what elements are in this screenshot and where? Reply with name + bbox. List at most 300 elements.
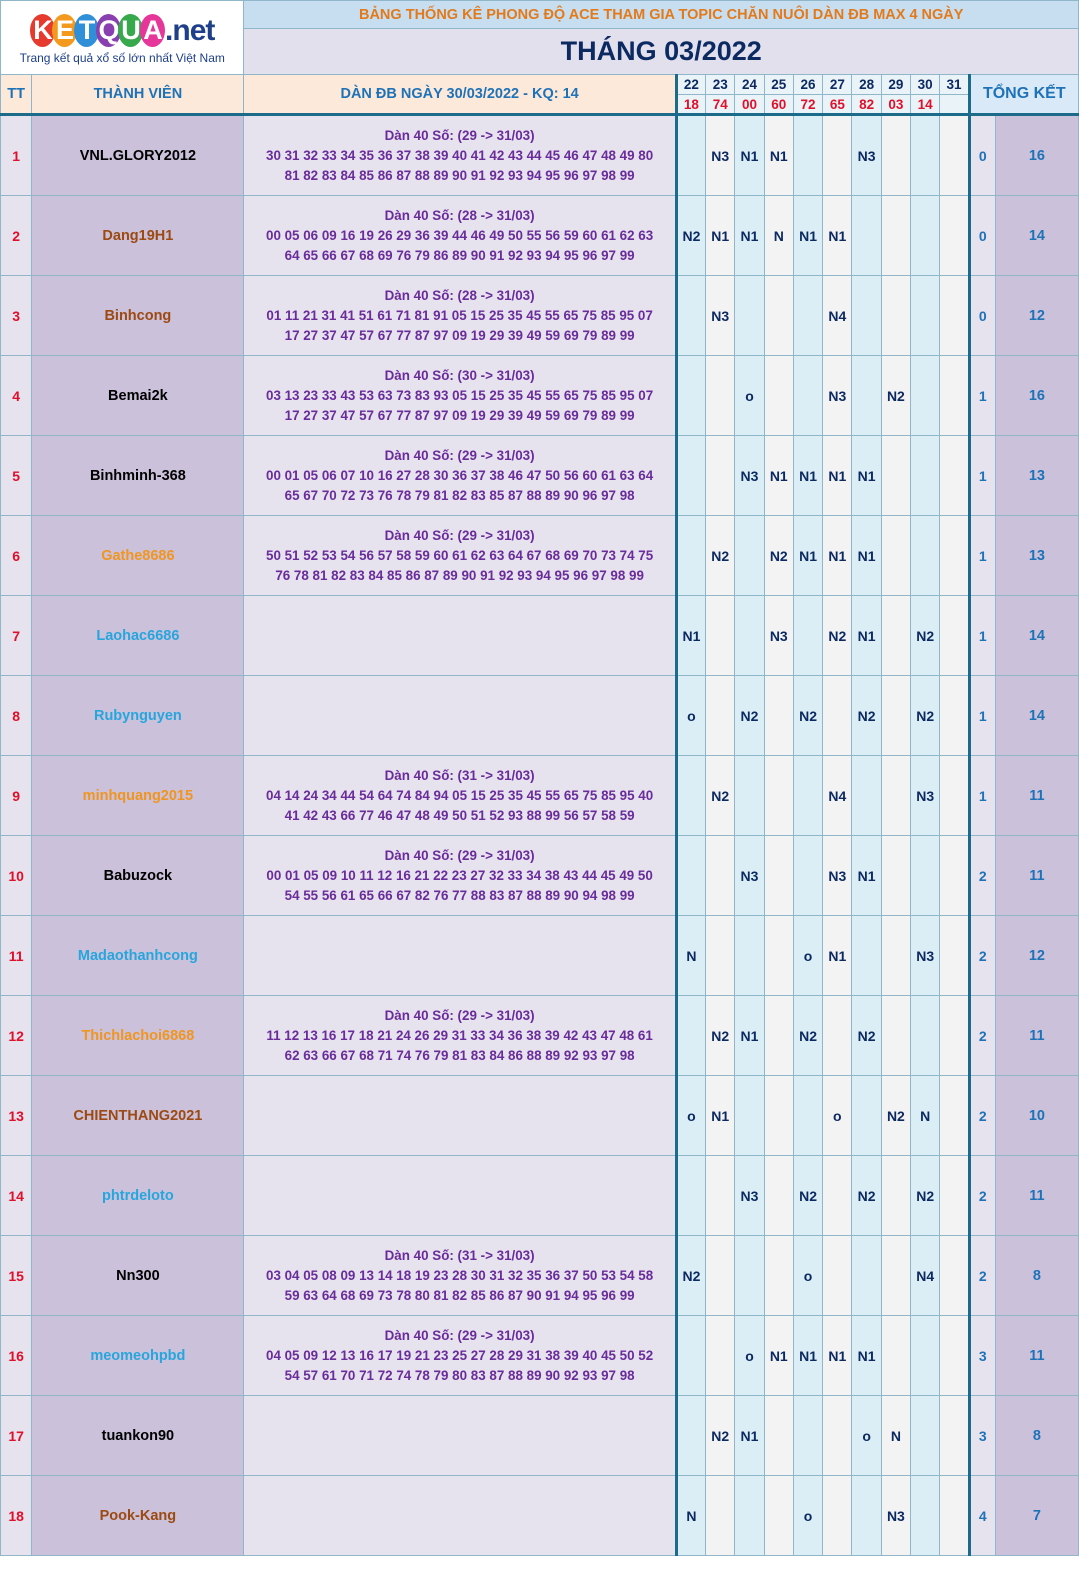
day-mark [881, 1316, 910, 1396]
day-mark [764, 676, 793, 756]
header-result: 00 [735, 95, 764, 115]
day-mark [940, 196, 969, 276]
total-score: 11 [995, 1156, 1078, 1236]
header-day: 24 [735, 75, 764, 95]
day-mark: N1 [823, 1316, 852, 1396]
day-mark: N [764, 196, 793, 276]
row-number: 7 [1, 596, 32, 676]
dan-cell [244, 1156, 676, 1236]
hit-count: 2 [969, 916, 995, 996]
total-score: 13 [995, 516, 1078, 596]
header-result [940, 95, 969, 115]
day-mark: N2 [764, 516, 793, 596]
day-mark [940, 516, 969, 596]
day-mark: N1 [823, 516, 852, 596]
day-mark: N1 [852, 436, 881, 516]
dan-line1: 11 12 13 16 17 18 21 24 26 29 31 33 34 36 38 39 42 43 47 48 61 [266, 1027, 653, 1043]
row-number: 13 [1, 1076, 32, 1156]
day-mark [793, 1396, 822, 1476]
dan-title: Dàn 40 Số: (28 -> 31/03) [384, 207, 535, 223]
day-mark: N3 [735, 436, 764, 516]
dan-line1: 00 01 05 09 10 11 12 16 21 22 23 27 32 33 34 38 43 44 45 49 50 [266, 867, 653, 883]
day-mark [881, 676, 910, 756]
day-mark [852, 276, 881, 356]
day-mark [823, 1236, 852, 1316]
dan-cell [244, 276, 676, 356]
dan-cell [244, 516, 676, 596]
day-mark [823, 1476, 852, 1556]
day-mark [940, 1316, 969, 1396]
dan-line1: 03 13 23 33 43 53 63 73 83 93 05 15 25 35 45 55 65 75 85 95 07 [266, 387, 654, 403]
day-mark [676, 276, 705, 356]
day-mark: N3 [911, 756, 940, 836]
day-mark [940, 1476, 969, 1556]
day-mark: o [823, 1076, 852, 1156]
day-mark: N [676, 916, 705, 996]
day-mark: N4 [911, 1236, 940, 1316]
hit-count: 3 [969, 1316, 995, 1396]
dan-title: Dàn 40 Số: (30 -> 31/03) [384, 367, 535, 383]
header-result: 74 [706, 95, 735, 115]
table-row [1, 1076, 1079, 1156]
day-mark [793, 356, 822, 436]
day-mark [676, 356, 705, 436]
day-mark: N2 [706, 1396, 735, 1476]
row-number: 12 [1, 996, 32, 1076]
day-mark: N [881, 1396, 910, 1476]
day-mark [764, 1396, 793, 1476]
day-mark: o [676, 1076, 705, 1156]
table-banner: BẢNG THỐNG KÊ PHONG ĐỘ ACE THAM GIA TOPIC CHĂN NUÔI DÀN ĐB MAX 4 NGÀY [244, 1, 1079, 29]
hit-count: 1 [969, 516, 995, 596]
day-mark [881, 1236, 910, 1316]
day-mark: N2 [706, 516, 735, 596]
day-mark: N2 [911, 1156, 940, 1236]
total-score: 14 [995, 676, 1078, 756]
dan-line2: 54 57 61 70 71 72 74 78 79 80 83 87 88 89 90 92 93 97 98 [284, 1367, 635, 1383]
day-mark: N1 [852, 516, 881, 596]
member-name: Nn300 [32, 1236, 244, 1316]
day-mark [940, 676, 969, 756]
day-mark: o [735, 1316, 764, 1396]
day-mark: N1 [852, 596, 881, 676]
day-mark [764, 356, 793, 436]
header-day: 27 [823, 75, 852, 95]
day-mark: N1 [823, 196, 852, 276]
header-tt: TT [1, 75, 32, 115]
day-mark: N2 [676, 196, 705, 276]
header-day: 30 [911, 75, 940, 95]
member-name: Thichlachoi6868 [32, 996, 244, 1076]
logo-tagline: Trang kết quả xổ số lớn nhất Việt Nam [19, 50, 225, 65]
table-row [1, 596, 1079, 676]
table-row [1, 676, 1079, 756]
dan-title: Dàn 40 Số: (31 -> 31/03) [384, 1247, 535, 1263]
day-mark [852, 756, 881, 836]
day-mark [881, 596, 910, 676]
day-mark [676, 436, 705, 516]
day-mark: N3 [823, 836, 852, 916]
dan-cell [244, 756, 676, 836]
day-mark: N2 [793, 676, 822, 756]
day-mark: N2 [881, 1076, 910, 1156]
table-row [1, 1316, 1079, 1396]
table-row [1, 356, 1079, 436]
dan-cell [244, 356, 676, 436]
day-mark: o [735, 356, 764, 436]
day-mark: N1 [764, 115, 793, 196]
day-mark [881, 996, 910, 1076]
day-mark: N1 [735, 196, 764, 276]
day-mark [706, 1316, 735, 1396]
logo-letter: Q [96, 14, 121, 47]
day-mark [940, 276, 969, 356]
row-number: 10 [1, 836, 32, 916]
dan-line1: 03 04 05 08 09 13 14 18 19 23 28 30 31 32 35 36 37 50 53 54 58 [266, 1267, 654, 1283]
day-mark [764, 756, 793, 836]
day-mark: N [676, 1476, 705, 1556]
total-score: 16 [995, 115, 1078, 196]
day-mark: o [793, 1476, 822, 1556]
day-mark [764, 1076, 793, 1156]
dan-line1: 50 51 52 53 54 56 57 58 59 60 61 62 63 64 67 68 69 70 73 74 75 [266, 547, 654, 563]
dan-cell [244, 996, 676, 1076]
day-mark: N2 [881, 356, 910, 436]
day-mark: N1 [793, 196, 822, 276]
logo-wordmark [1, 10, 243, 48]
day-mark [852, 196, 881, 276]
table-row [1, 115, 1079, 196]
day-mark: N1 [676, 596, 705, 676]
day-mark: N1 [823, 436, 852, 516]
day-mark [940, 756, 969, 836]
dan-line2: 54 55 56 61 65 66 67 82 76 77 88 83 87 88 89 90 94 98 99 [284, 887, 635, 903]
total-score: 7 [995, 1476, 1078, 1556]
day-mark [823, 1156, 852, 1236]
dan-title: Dàn 40 Số: (29 -> 31/03) [384, 1327, 535, 1343]
hit-count: 2 [969, 1156, 995, 1236]
total-score: 8 [995, 1396, 1078, 1476]
dan-cell [244, 1316, 676, 1396]
day-mark [764, 996, 793, 1076]
day-mark [940, 996, 969, 1076]
day-mark: N3 [706, 115, 735, 196]
day-mark [735, 756, 764, 836]
day-mark [676, 115, 705, 196]
day-mark [940, 1156, 969, 1236]
header-total: TỔNG KẾT [969, 75, 1078, 115]
day-mark: N1 [793, 516, 822, 596]
day-mark: N2 [911, 676, 940, 756]
day-mark: N2 [852, 676, 881, 756]
day-mark: N1 [735, 115, 764, 196]
header-day: 29 [881, 75, 910, 95]
day-mark: N2 [706, 756, 735, 836]
hit-count: 2 [969, 1236, 995, 1316]
day-mark [881, 756, 910, 836]
hit-count: 0 [969, 196, 995, 276]
day-mark: N3 [852, 115, 881, 196]
day-mark: N1 [706, 196, 735, 276]
row-number: 1 [1, 115, 32, 196]
table-row [1, 516, 1079, 596]
day-mark [911, 1476, 940, 1556]
day-mark: N3 [881, 1476, 910, 1556]
table-row [1, 996, 1079, 1076]
day-mark: N [911, 1076, 940, 1156]
day-mark [911, 1396, 940, 1476]
logo-letter: A [140, 14, 165, 47]
day-mark [793, 115, 822, 196]
hit-count: 4 [969, 1476, 995, 1556]
day-mark: N4 [823, 276, 852, 356]
total-score: 11 [995, 836, 1078, 916]
day-mark: N2 [911, 596, 940, 676]
dan-title: Dàn 40 Số: (29 -> 31/03) [384, 1007, 535, 1023]
header-result: 18 [676, 95, 705, 115]
day-mark: o [852, 1396, 881, 1476]
day-mark [823, 115, 852, 196]
member-name: Binhcong [32, 276, 244, 356]
day-mark [706, 356, 735, 436]
day-mark: N3 [735, 1156, 764, 1236]
day-mark [793, 596, 822, 676]
total-score: 11 [995, 756, 1078, 836]
dan-cell [244, 196, 676, 276]
day-mark: N2 [793, 1156, 822, 1236]
table-row [1, 1396, 1079, 1476]
member-name: tuankon90 [32, 1396, 244, 1476]
row-number: 15 [1, 1236, 32, 1316]
header-day: 23 [706, 75, 735, 95]
day-mark: N2 [823, 596, 852, 676]
day-mark [735, 1236, 764, 1316]
header-day: 31 [940, 75, 969, 95]
day-mark [706, 676, 735, 756]
member-name: VNL.GLORY2012 [32, 115, 244, 196]
dan-cell [244, 1076, 676, 1156]
day-mark [706, 1236, 735, 1316]
dan-line1: 01 11 21 31 41 51 61 71 81 91 05 15 25 35 45 55 65 75 85 95 07 [266, 307, 653, 323]
total-score: 14 [995, 196, 1078, 276]
member-name: Dang19H1 [32, 196, 244, 276]
day-mark [940, 596, 969, 676]
day-mark: N4 [823, 756, 852, 836]
dan-line2: 65 67 70 72 73 76 78 79 81 82 83 85 87 88 89 90 96 97 98 [284, 487, 635, 503]
table-row [1, 1476, 1079, 1556]
day-mark [881, 196, 910, 276]
day-mark [823, 676, 852, 756]
dan-title: Dàn 40 Số: (28 -> 31/03) [384, 287, 535, 303]
hit-count: 1 [969, 596, 995, 676]
day-mark [852, 1076, 881, 1156]
logo-letter: E [52, 14, 77, 47]
dan-cell [244, 1236, 676, 1316]
day-mark [881, 516, 910, 596]
logo-letter: T [74, 14, 99, 47]
row-number: 11 [1, 916, 32, 996]
day-mark [676, 756, 705, 836]
dan-cell [244, 916, 676, 996]
table-row [1, 1156, 1079, 1236]
day-mark: N1 [793, 1316, 822, 1396]
day-mark: N3 [823, 356, 852, 436]
hit-count: 0 [969, 115, 995, 196]
total-score: 13 [995, 436, 1078, 516]
day-mark [881, 1156, 910, 1236]
day-mark [706, 436, 735, 516]
day-mark [881, 436, 910, 516]
member-name: minhquang2015 [32, 756, 244, 836]
row-number: 14 [1, 1156, 32, 1236]
day-mark: N1 [706, 1076, 735, 1156]
member-name: Binhminh-368 [32, 436, 244, 516]
member-name: Pook-Kang [32, 1476, 244, 1556]
day-mark [940, 1236, 969, 1316]
day-mark [676, 836, 705, 916]
hit-count: 1 [969, 676, 995, 756]
day-mark: N3 [911, 916, 940, 996]
total-score: 16 [995, 356, 1078, 436]
day-mark [735, 596, 764, 676]
total-score: 10 [995, 1076, 1078, 1156]
day-mark [852, 1236, 881, 1316]
dan-line1: 04 05 09 12 13 16 17 19 21 23 25 27 28 29 31 38 39 40 45 50 52 [266, 1347, 654, 1363]
day-mark [911, 516, 940, 596]
header-result: 82 [852, 95, 881, 115]
day-mark [676, 1316, 705, 1396]
day-mark: o [793, 1236, 822, 1316]
hit-count: 2 [969, 1076, 995, 1156]
day-mark [793, 1076, 822, 1156]
total-score: 11 [995, 1316, 1078, 1396]
day-mark [735, 1076, 764, 1156]
day-mark [676, 1156, 705, 1236]
row-number: 17 [1, 1396, 32, 1476]
member-name: Bemai2k [32, 356, 244, 436]
table-row [1, 916, 1079, 996]
row-number: 8 [1, 676, 32, 756]
day-mark [823, 996, 852, 1076]
day-mark [852, 1476, 881, 1556]
dan-line1: 00 01 05 06 07 10 16 27 28 30 36 37 38 46 47 50 56 60 61 63 64 [266, 467, 654, 483]
day-mark: N1 [823, 916, 852, 996]
dan-cell [244, 1396, 676, 1476]
row-number: 6 [1, 516, 32, 596]
day-mark [764, 1156, 793, 1236]
row-number: 5 [1, 436, 32, 516]
member-name: Rubynguyen [32, 676, 244, 756]
day-mark [706, 836, 735, 916]
day-mark [881, 115, 910, 196]
table-row [1, 196, 1079, 276]
table-row [1, 436, 1079, 516]
dan-line1: 04 14 24 34 44 54 64 74 84 94 05 15 25 35 45 55 65 75 85 95 40 [266, 787, 654, 803]
day-mark: o [793, 916, 822, 996]
dan-title: Dàn 40 Số: (29 -> 31/03) [384, 127, 535, 143]
member-name: Laohac6686 [32, 596, 244, 676]
day-mark [881, 276, 910, 356]
day-mark [940, 1076, 969, 1156]
day-mark [940, 436, 969, 516]
member-name: CHIENTHANG2021 [32, 1076, 244, 1156]
header-day: 22 [676, 75, 705, 95]
header-result: 60 [764, 95, 793, 115]
day-mark [764, 836, 793, 916]
dan-line2: 41 42 43 66 77 46 47 48 49 50 51 52 93 88 99 56 57 58 59 [284, 807, 635, 823]
table-row [1, 756, 1079, 836]
day-mark [823, 1396, 852, 1476]
row-number: 4 [1, 356, 32, 436]
day-mark: o [676, 676, 705, 756]
day-mark [676, 516, 705, 596]
dan-title: Dàn 40 Số: (29 -> 31/03) [384, 847, 535, 863]
dan-line2: 17 27 37 47 57 67 77 87 97 09 19 29 39 49 59 69 79 89 99 [284, 327, 635, 343]
total-score: 12 [995, 916, 1078, 996]
hit-count: 1 [969, 436, 995, 516]
row-number: 9 [1, 756, 32, 836]
day-mark: N2 [852, 996, 881, 1076]
header-result: 72 [793, 95, 822, 115]
day-mark [940, 1396, 969, 1476]
hit-count: 0 [969, 276, 995, 356]
member-name: phtrdeloto [32, 1156, 244, 1236]
header-day: 28 [852, 75, 881, 95]
day-mark [764, 916, 793, 996]
dan-title: Dàn 40 Số: (29 -> 31/03) [384, 447, 535, 463]
member-name: Gathe8686 [32, 516, 244, 596]
day-mark: N2 [793, 996, 822, 1076]
day-mark [764, 1236, 793, 1316]
month-title: THÁNG 03/2022 [244, 29, 1079, 75]
total-score: 11 [995, 996, 1078, 1076]
day-mark: N1 [735, 1396, 764, 1476]
day-mark [881, 916, 910, 996]
day-mark [735, 916, 764, 996]
day-mark: N1 [852, 836, 881, 916]
dan-cell [244, 115, 676, 196]
dan-title: Dàn 40 Số: (29 -> 31/03) [384, 527, 535, 543]
dan-line2: 64 65 66 67 68 69 76 79 86 89 90 91 92 93 94 95 96 97 99 [284, 247, 635, 263]
day-mark: N3 [764, 596, 793, 676]
day-mark [706, 1476, 735, 1556]
row-number: 3 [1, 276, 32, 356]
header-result: 03 [881, 95, 910, 115]
dan-line2: 62 63 66 67 68 71 74 76 79 81 83 84 86 88 89 92 93 97 98 [284, 1047, 635, 1063]
day-mark [911, 1316, 940, 1396]
day-mark: N1 [764, 1316, 793, 1396]
hit-count: 3 [969, 1396, 995, 1476]
day-mark [706, 916, 735, 996]
header-dan: DÀN ĐB NGÀY 30/03/2022 - KQ: 14 [244, 75, 676, 115]
day-mark [735, 276, 764, 356]
day-mark [911, 196, 940, 276]
day-mark [793, 756, 822, 836]
day-mark: N2 [676, 1236, 705, 1316]
hit-count: 1 [969, 356, 995, 436]
dan-cell [244, 676, 676, 756]
day-mark: N1 [793, 436, 822, 516]
header-day: 25 [764, 75, 793, 95]
dan-cell [244, 836, 676, 916]
total-score: 8 [995, 1236, 1078, 1316]
row-number: 16 [1, 1316, 32, 1396]
day-mark: N1 [852, 1316, 881, 1396]
day-mark [881, 836, 910, 916]
dan-line2: 76 78 81 82 83 84 85 86 87 89 90 91 92 93 94 95 96 97 98 99 [275, 567, 644, 583]
dan-line1: 00 05 06 09 16 19 26 29 36 39 44 46 49 50 55 56 59 60 61 62 63 [266, 227, 654, 243]
header-result: 14 [911, 95, 940, 115]
